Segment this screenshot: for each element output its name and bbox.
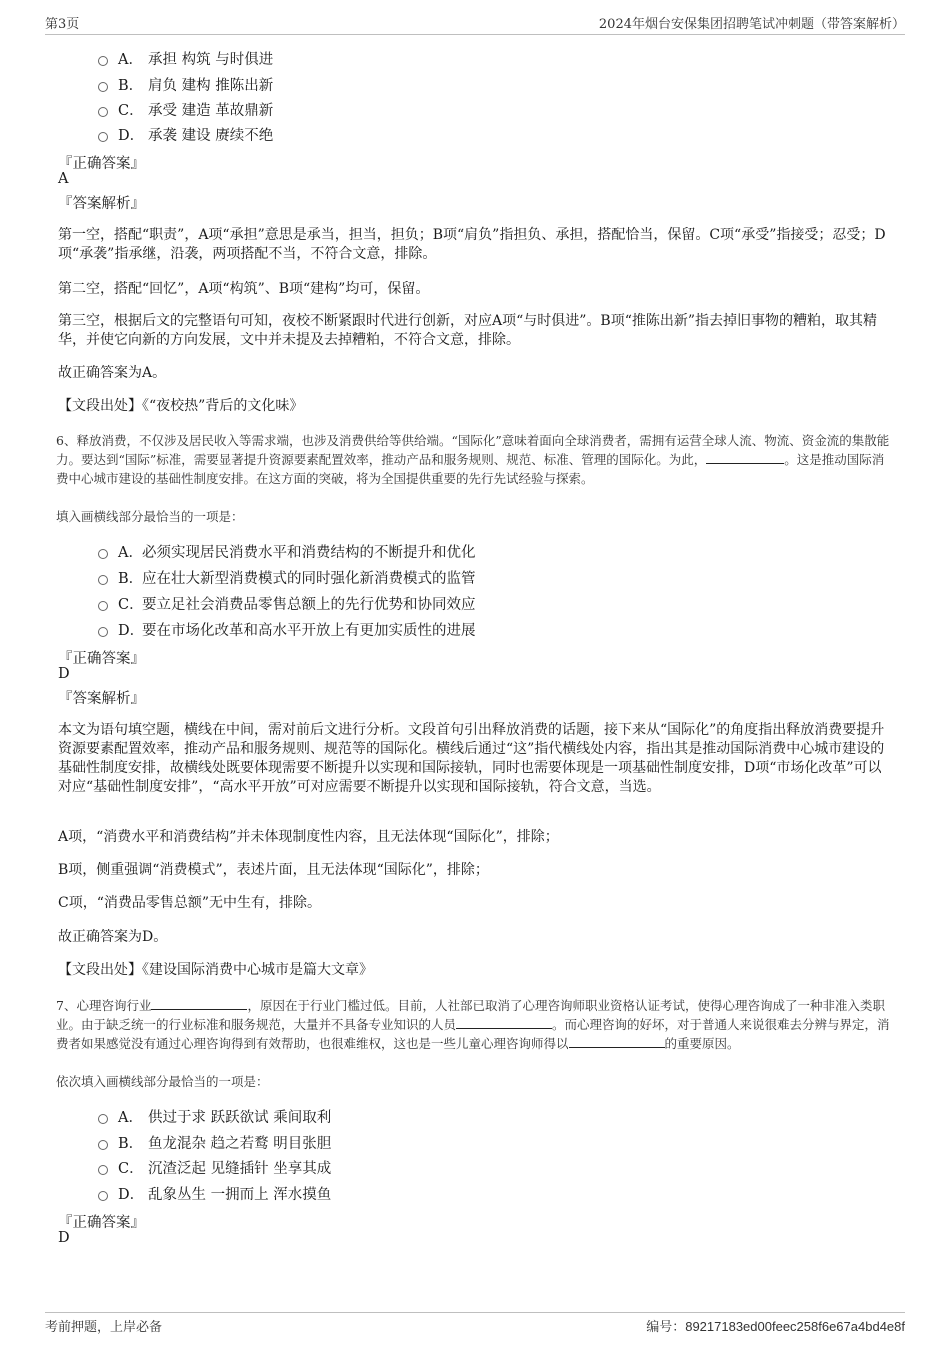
q7-blank-2: [456, 1016, 552, 1029]
footer-serial: 编号：89217183ed00feec258f6e67a4bd4e8f: [646, 1319, 905, 1334]
q6-option-b[interactable]: B． 应在壮大新型消费模式的同时强化新消费模式的监管: [98, 567, 476, 588]
radio-icon[interactable]: [98, 1165, 108, 1175]
radio-icon[interactable]: [98, 1114, 108, 1124]
q6-option-c[interactable]: C． 要立足社会消费品零售总额上的先行优势和协同效应: [98, 593, 476, 614]
q6-prompt: 填入画横线部分最恰当的一项是：: [56, 509, 244, 524]
q5-option-c[interactable]: C． 承受 建造 革故鼎新: [98, 99, 273, 120]
q6-analysis-3: B项，侧重强调“消费模式”，表述片面，且无法体现“国际化”，排除；: [58, 862, 489, 878]
q5-source: 【文段出处】《“夜校热”背后的文化味》: [58, 398, 304, 414]
q5-analysis-2: 第二空，搭配“回忆”，A项“构筑”、B项“建构”均可，保留。: [58, 281, 430, 297]
radio-icon[interactable]: [98, 82, 108, 92]
q6-option-a[interactable]: A． 必须实现居民消费水平和消费结构的不断提升和优化: [98, 541, 476, 562]
q7-answer-label: 『正确答案』: [58, 1215, 145, 1231]
radio-icon[interactable]: [98, 132, 108, 142]
q5-option-b[interactable]: B． 肩负 建构 推陈出新: [98, 74, 273, 95]
radio-icon[interactable]: [98, 1191, 108, 1201]
document-title: 2024年烟台安保集团招聘笔试冲刺题（带答案解析）: [598, 17, 905, 32]
q7-option-a[interactable]: A． 供过于求 跃跃欲试 乘间取利: [98, 1106, 331, 1127]
page-number: 第3页: [45, 17, 80, 32]
q6-stem: 6、释放消费，不仅涉及居民收入等需求端，也涉及消费供给等供给端。“国际化”意味着面向全球消费者，需拥有运营全球人流、物流、资金流的集散能力。要达到“国际”标准，需要显著提升资源要素配置效率，推动产品和服务规则、规范、标准、管理的国际化。为此， 。这是推动国际消费中心城市建设的基础性制度安排。在这方面的突破，将为全国提供重要的先行先试经验与探索。: [56, 433, 890, 486]
q5-option-a[interactable]: A． 承担 构筑 与时俱进: [98, 48, 273, 69]
q7-option-c[interactable]: C． 沉渣泛起 见缝插针 坐享其成: [98, 1157, 331, 1178]
q5-analysis-3: 第三空，根据后文的完整语句可知，夜校不断紧跟时代进行创新，对应A项“与时俱进”。B项“推陈出新”指去掉旧事物的糟粕，取其精华，并使它向新的方向发展，文中并未提及去掉糟粕，不符合文意，排除。: [58, 313, 878, 348]
q7-option-b[interactable]: B． 鱼龙混杂 趋之若鹜 明目张胆: [98, 1132, 331, 1153]
q6-analysis-1: 本文为语句填空题，横线在中间，需对前后文进行分析。文段首句引出释放消费的话题，接下来从“国际化”的角度指出释放消费要提升资源要素配置效率，推动产品和服务规则、规范等的国际化。横线后通过“这”指代横线处内容，指出其是推动国际消费中心城市建设的基础性制度安排，故横线处既要体现需要不断提升以实现和国际接轨，同时也需要体现是一项基础性制度安排，D项“市场化改革”可以对应“基础性制度安排”，“高水平开放”可对应需要不断提升以实现和国际接轨，符合文意，当选。: [58, 722, 885, 795]
radio-icon[interactable]: [98, 1140, 108, 1150]
q6-analysis-4: C项，“消费品零售总额”无中生有，排除。: [58, 895, 322, 911]
q6-analysis-5: 故正确答案为D。: [58, 929, 168, 945]
q5-option-d[interactable]: D． 承袭 建设 赓续不绝: [98, 124, 273, 145]
radio-icon[interactable]: [98, 107, 108, 117]
q5-analysis-4: 故正确答案为A。: [58, 365, 167, 381]
page-header: [45, 14, 905, 35]
radio-icon[interactable]: [98, 549, 108, 559]
q7-stem: 7、心理咨询行业 ，原因在于行业门槛过低。目前，人社部已取消了心理咨询师职业资格认证考试，使得心理咨询成了一种非准入类职业。由于缺乏统一的行业标准和服务规范，大量并不具备专业知识的人员 。而心理咨询的好坏，对于普通人来说很难去分辨与界定，消费者如果感觉没有通过心理咨询得到有效帮助，也很难维权，这也是一些儿童心理咨询师得以 的重要原因。: [56, 998, 890, 1051]
q6-answer-label: 『正确答案』: [58, 651, 145, 667]
q5-answer: A: [58, 171, 69, 187]
q6-option-d[interactable]: D． 要在市场化改革和高水平开放上有更加实质性的进展: [98, 619, 476, 640]
q7-option-d[interactable]: D． 乱象丛生 一拥而上 浑水摸鱼: [98, 1183, 331, 1204]
q5-analysis-1: 第一空，搭配“职责”，A项“承担”意思是承当，担当，担负；B项“肩负”指担负、承担，搭配恰当，保留。C项“承受”指接受；忍受；D项“承袭”指承继，沿袭，两项搭配不当，不符合文意，排除。: [58, 227, 886, 262]
q5-analysis-label: 『答案解析』: [58, 196, 145, 212]
q6-analysis-2: A项，“消费水平和消费结构”并未体现制度性内容，且无法体现“国际化”，排除；: [58, 829, 559, 845]
q6-source: 【文段出处】《建设国际消费中心城市是篇大文章》: [58, 962, 373, 978]
q7-blank-3: [569, 1035, 665, 1048]
q6-answer: D: [58, 666, 70, 682]
q6-blank: [706, 451, 784, 464]
q5-answer-label: 『正确答案』: [58, 156, 145, 172]
radio-icon[interactable]: [98, 56, 108, 66]
radio-icon[interactable]: [98, 601, 108, 611]
q6-analysis-label: 『答案解析』: [58, 691, 145, 707]
page-footer: [45, 1312, 905, 1336]
footer-slogan: 考前押题，上岸必备: [45, 1320, 163, 1335]
radio-icon[interactable]: [98, 575, 108, 585]
q7-prompt: 依次填入画横线部分最恰当的一项是：: [56, 1074, 269, 1089]
radio-icon[interactable]: [98, 627, 108, 637]
q7-answer: D: [58, 1230, 70, 1246]
q7-blank-1: [151, 997, 247, 1010]
